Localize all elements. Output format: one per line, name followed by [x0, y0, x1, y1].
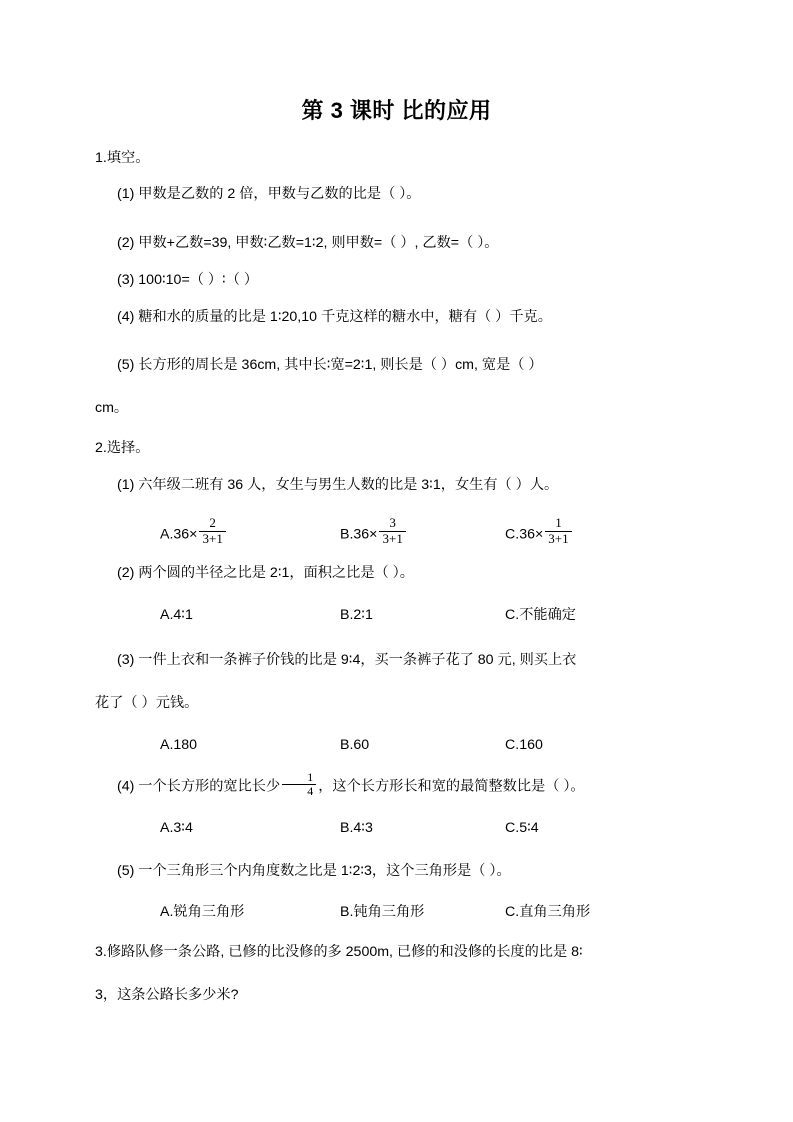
mc-item-1 — [95, 475, 710, 495]
mc-item-1-option-c-fraction — [545, 516, 571, 546]
word-problem-line-1 — [95, 942, 710, 962]
mc-item-5 — [95, 861, 695, 881]
fill-item-5-text[interactable]: 长方形的周长是 36cm, 其中长∶宽=2∶1, 则长是（ ）cm, 宽是（ ） — [138, 357, 543, 373]
fill-item-4-text[interactable]: 糖和水的质量的比是 1∶20,10 千克这样的糖水中，糖有（ ）千克。 — [138, 309, 552, 325]
mc-item-1-option-c[interactable] — [505, 515, 574, 548]
word-problem-line-2 — [95, 985, 695, 1005]
mc-item-2 — [95, 563, 695, 583]
mc-item-3-continuation — [95, 693, 695, 713]
mc-item-1-option-a-fraction — [199, 516, 225, 546]
fill-item-1-number: (1) — [117, 186, 135, 202]
mc-item-5-option-c[interactable]: C.直角三角形 — [505, 904, 591, 920]
fraction-denominator: 3+1 — [382, 531, 403, 546]
fraction-denominator: 4 — [307, 784, 314, 798]
mc-item-4-text-before: 一个长方形的宽比长少 — [138, 778, 281, 795]
fill-item-2-number: (2) — [117, 235, 135, 251]
mc-item-1-option-b[interactable] — [340, 515, 408, 548]
mc-item-2-text[interactable]: 两个圆的半径之比是 2∶1，面积之比是（ ）。 — [138, 565, 414, 581]
word-problem-line-1-text: 3.修路队修一条公路, 已修的比没修的多 2500m, 已修的和没修的长度的比是 8∶ — [95, 944, 583, 960]
section-heading-text-2: 2.选择。 — [95, 440, 150, 456]
section-multiple-choice-heading — [95, 438, 695, 458]
mc-item-3-option-c[interactable]: C.160 — [505, 737, 543, 753]
mc-item-2-option-c[interactable]: C.不能确定 — [505, 607, 576, 623]
mc-item-5-number: (5) — [117, 863, 135, 879]
page-title: 第 3 课时 比的应用 — [301, 98, 492, 123]
fill-item-3 — [95, 270, 695, 290]
fill-item-5 — [95, 355, 705, 375]
fill-item-2 — [95, 233, 695, 253]
mc-item-5-text[interactable]: 一个三角形三个内角度数之比是 1∶2∶3，这个三角形是（ ）。 — [138, 863, 511, 879]
fraction-numerator: 1 — [545, 516, 571, 532]
mc-item-1-option-a[interactable] — [160, 515, 228, 548]
fraction-numerator: 3 — [379, 516, 405, 532]
fill-item-5-continuation-text: cm。 — [95, 400, 129, 416]
section-fill-in-blank-heading — [95, 148, 695, 168]
fraction-numerator: 1 — [282, 771, 316, 785]
fill-item-4-number: (4) — [117, 309, 135, 325]
fill-item-1 — [95, 184, 695, 204]
mc-item-4-fraction — [282, 771, 316, 799]
fill-item-2-text[interactable]: 甲数+乙数=39, 甲数∶乙数=1∶2, 则甲数=（ ）, 乙数=（ ）。 — [138, 235, 499, 251]
mc-item-1-option-c-prefix: C.36× — [505, 526, 544, 543]
word-problem-line-2-text: 3，这条公路长多少米? — [95, 987, 239, 1003]
fill-item-5-number: (5) — [117, 357, 135, 373]
mc-item-1-number: (1) — [117, 477, 135, 493]
mc-item-3-option-b[interactable]: B.60 — [340, 737, 370, 753]
mc-item-1-option-a-prefix: A.36× — [160, 526, 198, 543]
mc-item-3-option-a[interactable]: A.180 — [160, 737, 198, 753]
mc-item-3 — [95, 650, 710, 670]
mc-item-4-option-b[interactable]: B.4∶3 — [340, 820, 373, 836]
fraction-numerator: 2 — [199, 516, 225, 532]
mc-item-3-text[interactable]: 一件上衣和一条裤子价钱的比是 9∶4，买一条裤子花了 80 元, 则买上衣 — [138, 652, 577, 668]
mc-item-5-option-b[interactable]: B.钝角三角形 — [340, 904, 425, 920]
fill-item-4 — [95, 307, 695, 327]
mc-item-3-continuation-text[interactable]: 花了（ ）元钱。 — [95, 695, 199, 711]
mc-item-5-option-a[interactable]: A.锐角三角形 — [160, 904, 245, 920]
fill-item-5-continuation — [95, 398, 695, 418]
mc-item-3-number: (3) — [117, 652, 135, 668]
mc-item-2-option-a[interactable]: A.4∶1 — [160, 607, 193, 623]
fraction-denominator: 3+1 — [548, 531, 569, 546]
mc-item-4-option-c[interactable]: C.5∶4 — [505, 820, 539, 836]
mc-item-2-option-b[interactable]: B.2∶1 — [340, 607, 373, 623]
section-heading-text: 1.填空。 — [95, 150, 150, 166]
fill-item-1-text[interactable]: 甲数是乙数的 2 倍，甲数与乙数的比是（ ）。 — [138, 186, 421, 202]
mc-item-4-option-a[interactable]: A.3∶4 — [160, 820, 193, 836]
fraction-denominator: 3+1 — [202, 531, 223, 546]
mc-item-1-text[interactable]: 六年级二班有 36 人，女生与男生人数的比是 3∶1，女生有（ ）人。 — [138, 477, 559, 493]
mc-item-4-text-after[interactable]: ，这个长方形长和宽的最简整数比是（ ）。 — [318, 778, 585, 795]
mc-item-1-option-b-prefix: B.36× — [340, 526, 378, 543]
mc-item-1-option-b-fraction — [379, 516, 405, 546]
fill-item-3-text[interactable]: 100∶10=（ ）∶（ ） — [138, 272, 259, 288]
mc-item-4-number: (4) — [117, 778, 135, 795]
mc-item-2-number: (2) — [117, 565, 135, 581]
fill-item-3-number: (3) — [117, 272, 135, 288]
mc-item-4 — [95, 769, 710, 800]
